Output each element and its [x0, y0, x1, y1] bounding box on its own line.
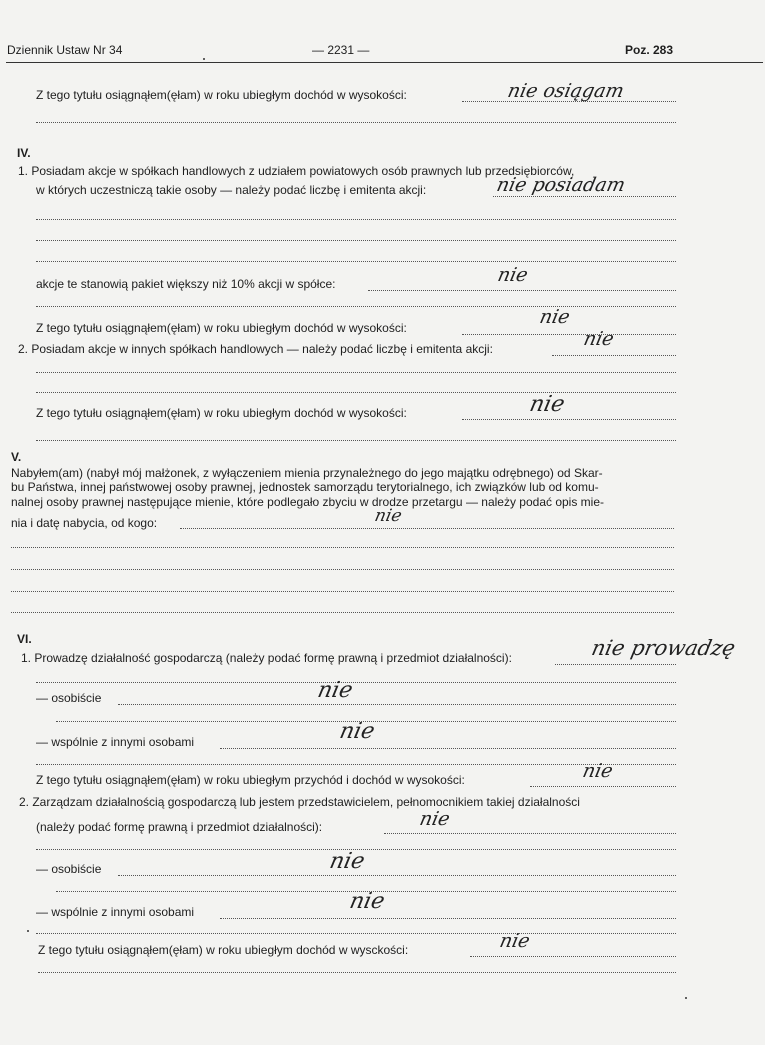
answer-line [36, 122, 676, 123]
vi-jointly-label: — wspólnie z innymi osobami [36, 905, 195, 919]
answer-line [36, 372, 676, 373]
vi-personally-label: — osobiście [36, 862, 102, 876]
answer-line [36, 306, 676, 307]
v-text-line: nalnej osoby prawnej następujące mienie, które podlegało zbyciu w drodze przetargu — należy podać opis mie- [11, 495, 605, 509]
handwritten-answer: nie [497, 930, 532, 952]
vi-item1-text: 1. Prowadzę działalność gospodarczą (należy podać formę prawną i przedmiot działalności): [21, 651, 512, 665]
handwritten-answer: nie [537, 306, 572, 328]
handwritten-answer: nie posiadam [494, 174, 628, 196]
v-text-line: Nabyłem(am) (nabył mój małżonek, z wyłączeniem mienia przynależnego do jego majątku odrębnego) od Skar- [11, 466, 603, 480]
handwritten-answer: nie [581, 328, 616, 350]
answer-line [11, 612, 674, 613]
answer-line [36, 682, 676, 683]
answer-line [36, 933, 676, 934]
answer-line [36, 261, 676, 262]
handwritten-answer: nie osiągam [505, 80, 627, 102]
handwritten-answer: nie [337, 719, 377, 744]
answer-line [38, 972, 676, 973]
answer-line [384, 833, 676, 834]
answer-line [555, 664, 676, 665]
section-heading-v: V. [11, 450, 22, 464]
handwritten-answer: nie [327, 849, 367, 874]
answer-line [462, 334, 676, 335]
answer-line [36, 392, 676, 393]
answer-line [36, 440, 676, 441]
v-text-line: nia i datę nabycia, od kogo: [11, 516, 158, 530]
iv-package-text: akcje te stanowią pakiet większy niż 10% akcji w spółce: [36, 277, 336, 291]
answer-line [11, 569, 674, 570]
iv-item2-text: 2. Posiadam akcje w innych spółkach handlowych — należy podać liczbę i emitenta akcji: [18, 342, 493, 356]
iv-item1-text-cont: w których uczestniczą takie osoby — należy podać liczbę i emitenta akcji: [36, 183, 427, 197]
iv-item1-text: 1. Posiadam akcje w spółkach handlowych z udziałem powiatowych osób prawnych lub przedsiębiorców, [18, 164, 575, 178]
handwritten-answer: nie prowadzę [589, 636, 738, 660]
vi-personally-label: — osobiście [36, 691, 102, 705]
answer-line [11, 591, 674, 592]
income-label: Z tego tytułu osiągnąłem(ęłam) w roku ubiegłym dochód w wysokości: [36, 406, 407, 420]
answer-line [36, 219, 676, 220]
vi-item2-text-cont: (należy podać formę prawną i przedmiot działalności): [36, 820, 323, 834]
handwritten-answer: nie [372, 506, 404, 526]
handwritten-answer: nie [495, 264, 530, 286]
scan-speck [203, 58, 205, 60]
answer-line [552, 355, 676, 356]
vi-jointly-label: — wspólnie z innymi osobami [36, 735, 195, 749]
scan-speck [27, 930, 29, 932]
page-number: — 2231 — [312, 43, 370, 57]
answer-line [462, 419, 676, 420]
handwritten-answer: nie [417, 808, 452, 830]
income-label: Z tego tytułu osiągnąłem(ęłam) w roku ubiegłym dochód w wysokości: [36, 88, 407, 102]
answer-line [530, 786, 676, 787]
handwritten-answer: nie [580, 760, 615, 782]
section-heading-vi: VI. [17, 632, 32, 646]
answer-line [118, 875, 676, 876]
v-text-line: bu Państwa, innej państwowej osoby prawnej, jednostek samorządu terytorialnego, ich związków lub od komu- [11, 480, 599, 494]
income-label: Z tego tytułu osiągnąłem(ęłam) w roku ubiegłym dochód w wysokości: [36, 321, 407, 335]
section-heading-iv: IV. [17, 146, 31, 160]
answer-line [11, 547, 674, 548]
answer-line [470, 956, 676, 957]
header-rule [6, 62, 763, 63]
answer-line [493, 196, 676, 197]
vi-item2-text: 2. Zarządzam działalnością gospodarczą lub jestem przedstawicielem, pełnomocnikiem takiej działalności [19, 795, 580, 809]
position-number: Poz. 283 [625, 43, 674, 57]
handwritten-answer: nie [527, 392, 567, 417]
answer-line [220, 918, 676, 919]
handwritten-answer: nie [347, 889, 387, 914]
answer-line [368, 290, 676, 291]
answer-line [180, 528, 674, 529]
answer-line [36, 240, 676, 241]
answer-line [36, 764, 676, 765]
scan-speck [685, 997, 687, 999]
handwritten-answer: nie [315, 678, 355, 703]
answer-line [220, 748, 676, 749]
income-label: Z tego tytułu osiągnąłem(ęłam) w roku ubiegłym dochód w wysckości: [38, 943, 409, 957]
revenue-income-label: Z tego tytułu osiągnąłem(ęłam) w roku ubiegłym przychód i dochód w wysokości: [36, 773, 465, 787]
answer-line [118, 704, 676, 705]
journal-title: Dziennik Ustaw Nr 34 [7, 43, 123, 57]
